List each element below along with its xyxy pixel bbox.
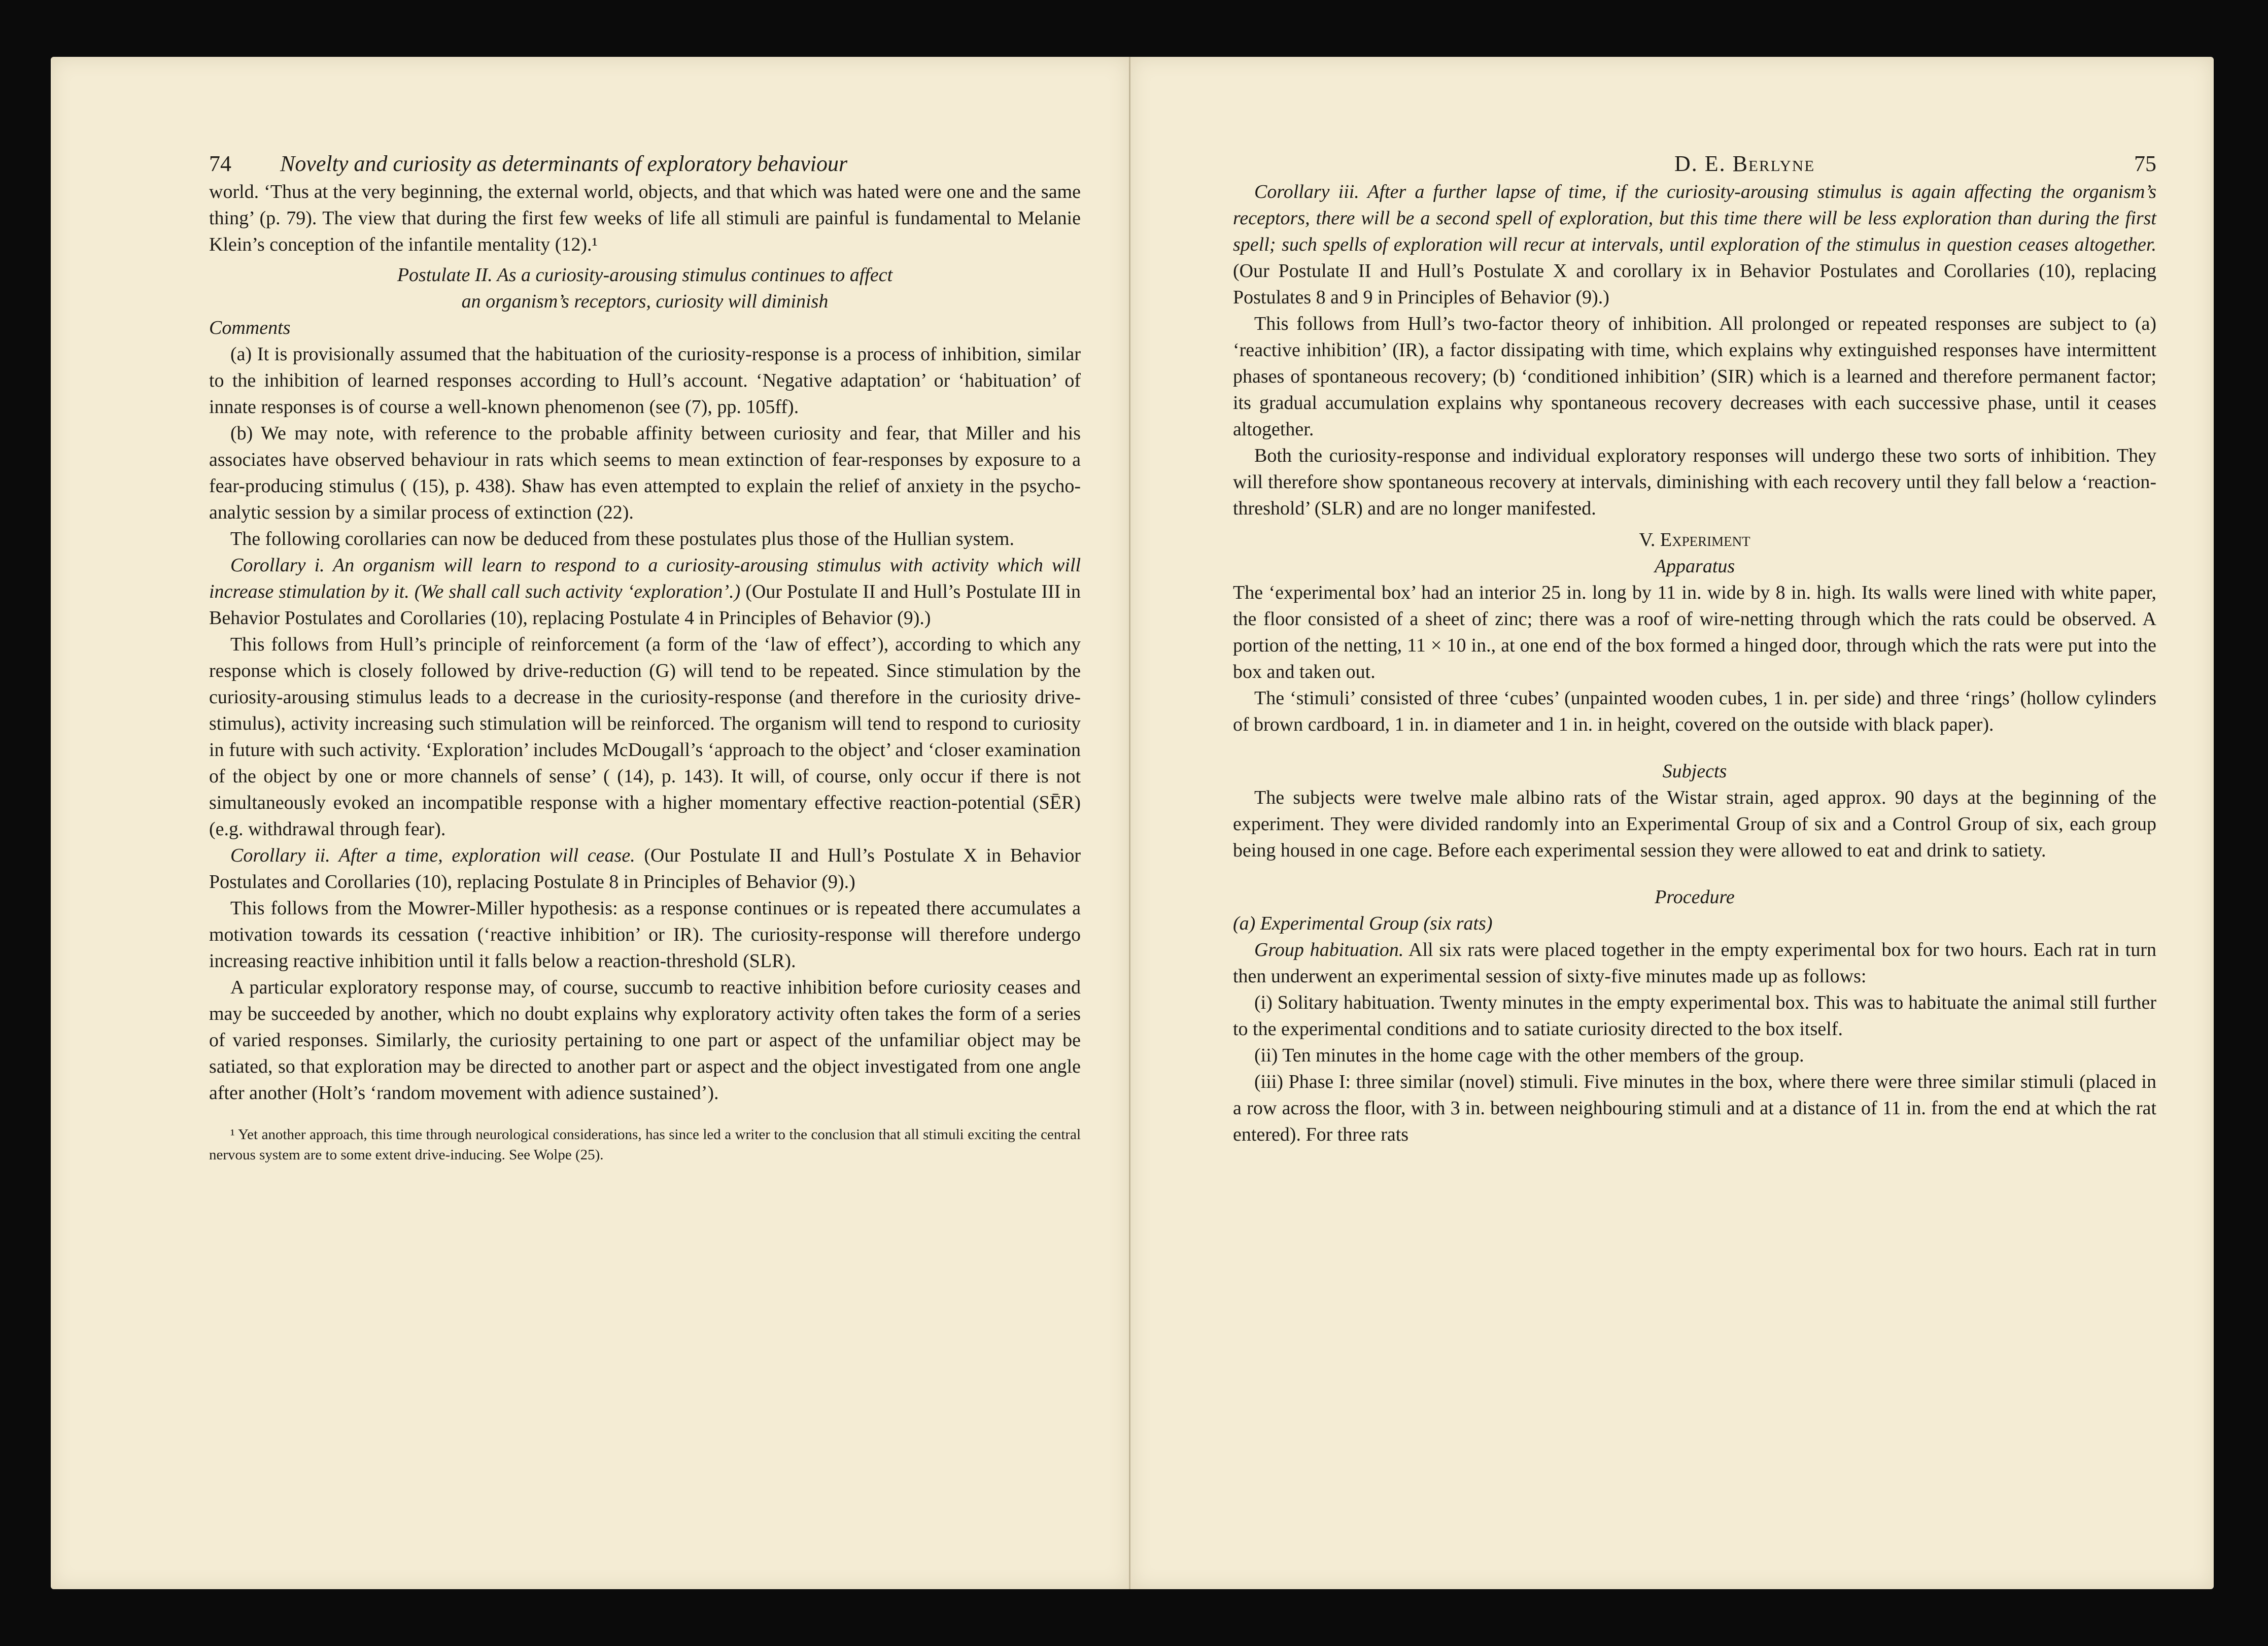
group-heading: (a) Experimental Group (six rats): [1233, 913, 1493, 934]
paragraph: (b) We may note, with reference to the probable affinity between curiosity and fear, that Miller and his associates have observed behaviour in rats which seems to mean extinction of fear-responses by exposure to a fear-producing stimulus ( (15), p. 438). Shaw has even attempted to explain the relief of anxiety in the psycho-analytic session by a similar process of extinction (22).: [209, 423, 1081, 523]
subsection-heading: Procedure: [1655, 886, 1735, 908]
paragraph: A particular exploratory response may, of course, succumb to reactive inhibition before curiosity ceases and may be succeeded by another, which no doubt explains why exploratory activity often takes the form of a series of varied responses. Similarly, the curiosity pertaining to one part or aspect of the unfamiliar object may be satiated, so that exploration may be directed to another part or aspect and the object investigated from one angle after another (Holt’s ‘random movement with adience sustained’).: [209, 977, 1081, 1104]
corollary-reference: (Our Postulate II and Hull’s Postulate III in Behavior Postulates and Corollaries (10), replacing Postulate 4 in Principles of Behavior (9).): [209, 581, 1081, 629]
running-head: Novelty and curiosity as determinants of exploratory behaviour: [280, 151, 848, 176]
run-in-heading: Group habituation.: [1254, 939, 1404, 961]
right-page-header: [1233, 146, 2156, 182]
spacer: [1233, 738, 2156, 758]
corollary-reference: (Our Postulate II and Hull’s Postulate X and corollary ix in Behavior Postulates and Corollaries (10), replacing Postulates 8 and 9 in Principles of Behavior (9).): [1233, 260, 2156, 308]
section-heading: V. Experiment: [1639, 529, 1750, 551]
subsection-heading: Subjects: [1662, 761, 1727, 782]
paragraph: (i) Solitary habituation. Twenty minutes in the empty experimental box. This was to habituate the animal still further to the experimental conditions and to satiate curiosity directed to the box itself.: [1233, 992, 2156, 1040]
paragraph: world. ‘Thus at the very beginning, the external world, objects, and that which was hated were one and the same thing’ (p. 79). The view that during the first few weeks of life all stimuli are painful is fundamental to Melanie Klein’s conception of the infantile mentality (12).¹: [209, 181, 1081, 255]
paragraph: The ‘stimuli’ consisted of three ‘cubes’ (unpainted wooden cubes, 1 in. per side) and three ‘rings’ (hollow cylinders of brown cardboard, 1 in. in diameter and 1 in. in height, covered on the outside with black paper).: [1233, 688, 2156, 735]
paragraph: (iii) Phase I: three similar (novel) stimuli. Five minutes in the box, where there were three similar stimuli (placed in a row across the floor, with 3 in. between neighbouring stimuli and at a distance of 11 in. from the end at which the rat entered). For three rats: [1233, 1071, 2156, 1145]
paragraph: This follows from the Mowrer-Miller hypothesis: as a response continues or is repeated there accumulates a motivation towards its cessation (‘reactive inhibition’ or IR). The curiosity-response will therefore undergo increasing reactive inhibition until it falls below a reaction-threshold (SLR).: [209, 898, 1081, 972]
corollary-paragraph: [209, 552, 1081, 631]
left-page: [51, 57, 1129, 1589]
paragraph: [1233, 937, 2156, 989]
left-body-text: [209, 179, 1081, 1165]
comments-heading: Comments: [209, 317, 291, 338]
paragraph: This follows from Hull’s principle of reinforcement (a form of the ‘law of effect’), according to which any response which is closely followed by drive-reduction (G) will tend to be repeated. Since stimulation by the curiosity-arousing stimulus leads to a decrease in the curiosity-response (and therefore in the curiosity drive-stimulus), activity increasing such stimulation will be reinforced. The organism will tend to respond to curiosity in future with such activity. ‘Exploration’ includes McDougall’s ‘approach to the object’ and ‘closer examination of the object by one or more channels of sense’ ( (14), p. 143). It will, of course, only occur if there is not simultaneously evoked an incompatible response with a higher momentary effective reaction-potential (SĒR) (e.g. withdrawal through fear).: [209, 634, 1081, 840]
paragraph: (ii) Ten minutes in the home cage with the other members of the group.: [1254, 1045, 1804, 1066]
right-page: [1130, 57, 2214, 1589]
paragraph: (a) It is provisionally assumed that the habituation of the curiosity-response is a process of inhibition, similar to the inhibition of learned responses according to Hull’s account. ‘Negative adaptation’ or ‘habituation’ of innate responses is of course a well-known phenomenon (see (7), pp. 105ff).: [209, 344, 1081, 418]
subsection-heading: Apparatus: [1654, 556, 1735, 577]
corollary-reference: (Our Postulate II and Hull’s Postulate X in Behavior Postulates and Corollaries (10), replacing Postulate 8 in Principles of Behavior (9).): [209, 845, 1081, 893]
corollary-statement: Corollary iii. After a further lapse of time, if the curiosity-arousing stimulus is again affecting the organism’s receptors, there will be a second spell of exploration, but this time there will be less exploration than during the first spell; such spells of exploration will recur at intervals, until exploration of the stimulus in question ceases altogether.: [1233, 181, 2156, 255]
spacer: [1233, 864, 2156, 884]
corollary-statement: Corollary ii. After a time, exploration will cease.: [230, 845, 635, 866]
page-number: 74: [209, 151, 231, 176]
footnote: ¹ Yet another approach, this time through neurological considerations, has since led a writer to the conclusion that all stimuli exciting the central nervous system are to some extent drive-inducing. See Wolpe (25).: [209, 1126, 1081, 1163]
corollary-paragraph: [209, 842, 1081, 895]
corollary-paragraph: [1233, 179, 2156, 311]
paragraph: The ‘experimental box’ had an interior 25 in. long by 11 in. wide by 8 in. high. Its walls were lined with white paper, the floor consisted of a sheet of zinc; there was a roof of wire-netting through which the rats could be observed. A portion of the netting, 11 × 10 in., at one end of the box formed a hinged door, through which the rats were put into the box and taken out.: [1233, 582, 2156, 682]
running-head: D. E. Berlyne: [1674, 151, 1815, 176]
left-page-header: [209, 146, 1081, 182]
corollary-statement: Corollary i. An organism will learn to respond to a curiosity-arousing stimulus with activity which will increase stimulation by it. (We shall call such activity ‘exploration’.): [209, 555, 1081, 602]
paragraph: The following corollaries can now be deduced from these postulates plus those of the Hullian system.: [230, 528, 1014, 550]
paragraph-text: All six rats were placed together in the empty experimental box for two hours. Each rat in turn then underwent an experimental session of sixty-five minutes made up as follows:: [1233, 939, 2156, 987]
postulate-heading-line: Postulate II. As a curiosity-arousing stimulus continues to affect: [397, 264, 893, 286]
paragraph: Both the curiosity-response and individual exploratory responses will undergo these two sorts of inhibition. They will therefore show spontaneous recovery at intervals, diminishing with each recovery until they fall below a ‘reaction-threshold’ (SLR) and are no longer manifested.: [1233, 445, 2156, 519]
paragraph: This follows from Hull’s two-factor theory of inhibition. All prolonged or repeated responses are subject to (a) ‘reactive inhibition’ (IR), a factor dissipating with time, which explains why extinguished responses have intermittent phases of spontaneous recovery; (b) ‘conditioned inhibition’ (SIR) which is a learned and therefore permanent factor; its gradual accumulation explains why spontaneous recovery decreases with each successive phase, until it ceases altogether.: [1233, 313, 2156, 440]
page-number: 75: [2134, 151, 2156, 176]
right-body-text: [1233, 179, 2156, 1148]
postulate-heading-line: an organism’s receptors, curiosity will diminish: [461, 291, 829, 312]
paragraph: The subjects were twelve male albino rats of the Wistar strain, aged approx. 90 days at the beginning of the experiment. They were divided randomly into an Experimental Group of six and a Control Group of six, each group being housed in one cage. Before each experimental session they were allowed to eat and drink to satiety.: [1233, 787, 2156, 861]
